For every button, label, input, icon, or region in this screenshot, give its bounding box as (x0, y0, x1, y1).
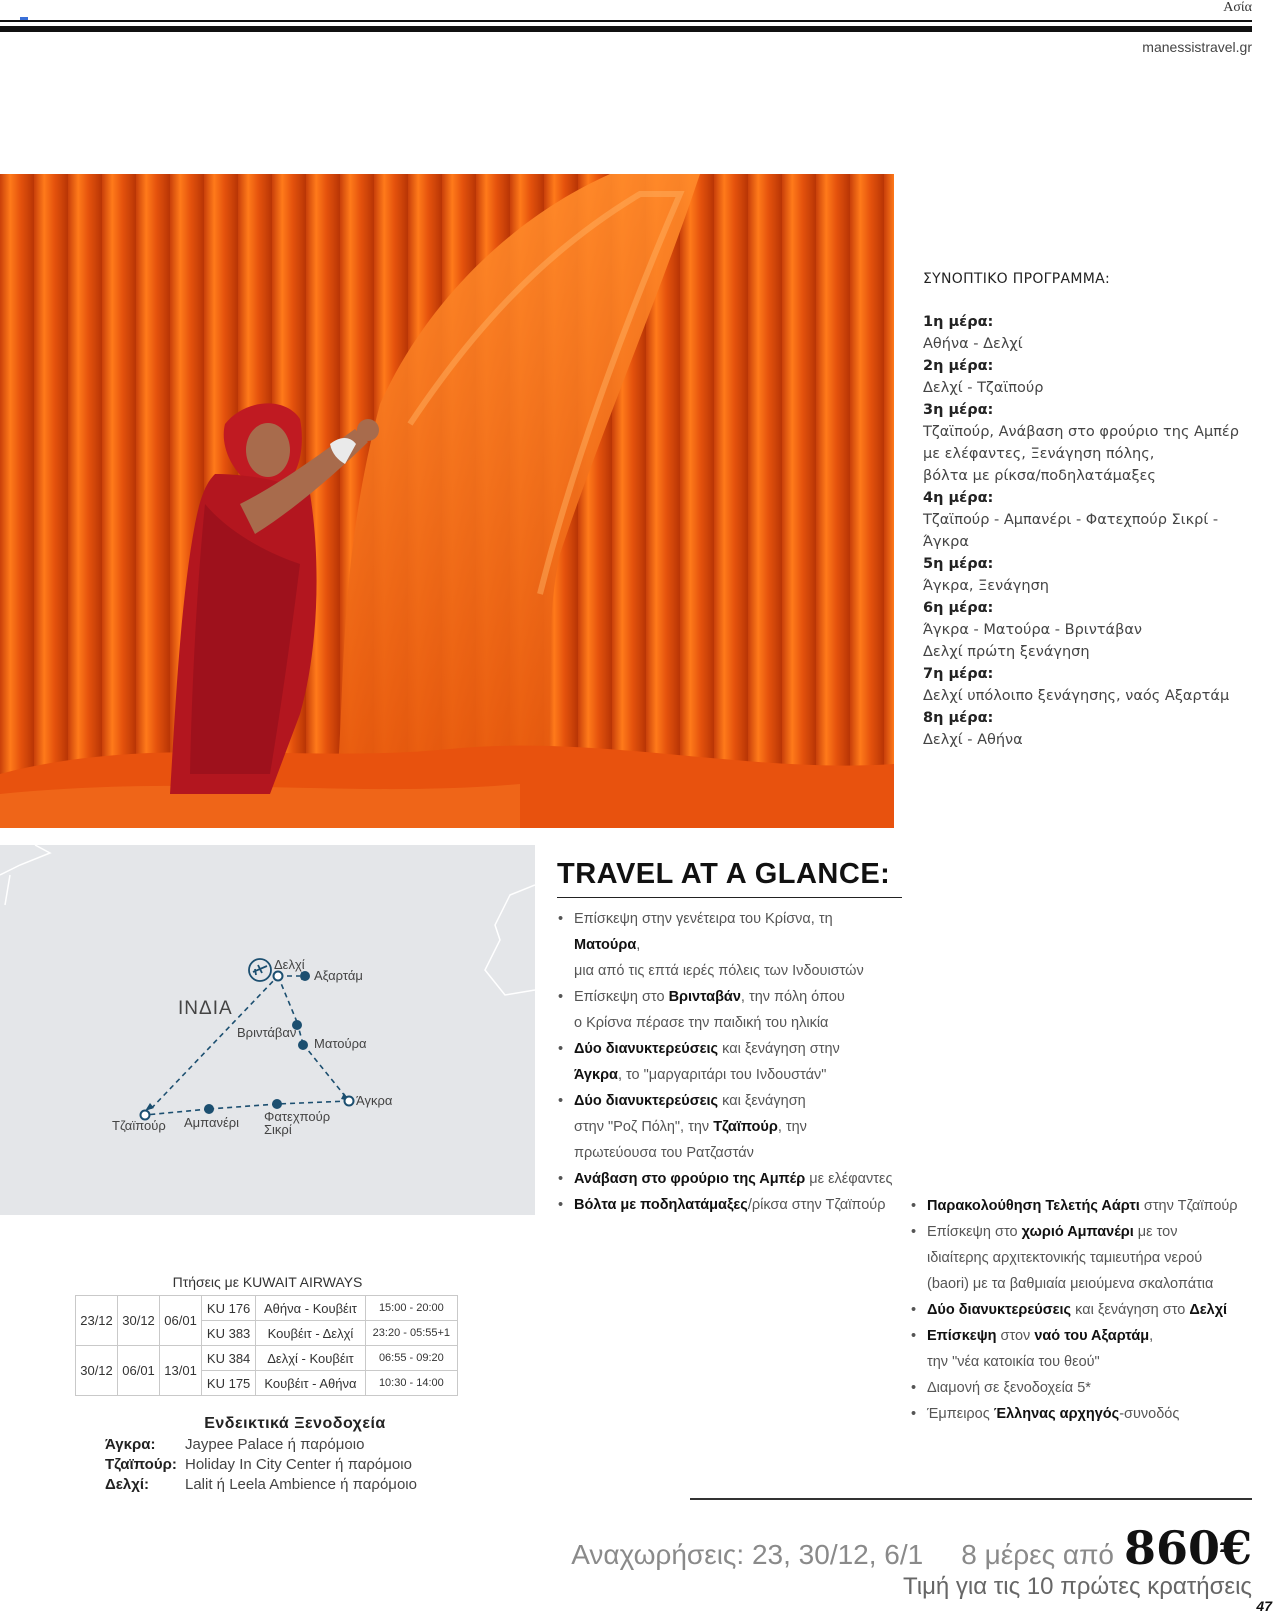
departures-text: Αναχωρήσεις: 23, 30/12, 6/1 (571, 1539, 924, 1570)
item-bold: Δύο διανυκτερεύσεις (574, 1093, 719, 1109)
day-label: 8η μέρα: (923, 710, 994, 726)
map-country-label: ΙΝΔΙΑ (178, 998, 233, 1019)
item-text: Επίσκεψη στην γενέτειρα του Κρίσνα, τη (574, 911, 833, 927)
flight-code: KU 384 (202, 1346, 256, 1371)
item-bold: Ανάβαση στο φρούριο της Αμπέρ (574, 1171, 806, 1187)
item-bold: Επίσκεψη (927, 1328, 997, 1344)
item-text: Διαμονή σε ξενοδοχεία 5* (927, 1380, 1091, 1396)
map-label-fatehpur: Φατεχπούρ (264, 1109, 331, 1124)
item-text: την "νέα κατοικία του θεού" (927, 1354, 1100, 1370)
list-item (910, 1193, 1270, 1219)
item-bold: Βρινταβάν (668, 989, 741, 1005)
list-item (557, 984, 902, 1036)
map-label-agra: Άγκρα (356, 1093, 393, 1108)
item-text: και ξενάγηση στο (1071, 1302, 1190, 1318)
item-bold: Άγκρα (574, 1067, 618, 1083)
item-text: με τον (1133, 1224, 1178, 1240)
flight-route: Κουβέιτ - Αθήνα (256, 1371, 366, 1396)
item-text: Έμπειρος (927, 1406, 994, 1422)
map-label-jaipur: Τζαϊπούρ (112, 1118, 166, 1133)
list-item (557, 1036, 902, 1088)
day-5 (923, 553, 1263, 597)
item-bold: Παρακολούθηση Τελετής Αάρτι (927, 1198, 1140, 1214)
list-item (910, 1323, 1270, 1375)
hotel-row (105, 1455, 485, 1475)
item-text: ο Κρίσνα πέρασε την παιδική του ηλικία (574, 1015, 829, 1031)
day-6 (923, 597, 1263, 663)
section-label: Ασία (1223, 0, 1252, 15)
day-7 (923, 663, 1263, 707)
map-marker-akshardham (300, 971, 310, 981)
day-text: Δελχί - Τζαϊπούρ (923, 380, 1044, 396)
map-border-line (5, 875, 10, 905)
list-item (910, 1297, 1270, 1323)
list-item (557, 1166, 902, 1192)
list-item (910, 1401, 1270, 1427)
summary-program (923, 271, 1263, 751)
item-text: , (1149, 1328, 1154, 1344)
map-border-line (0, 845, 50, 875)
item-bold: Δελχί (1189, 1302, 1228, 1318)
map-label-vrindavan: Βριντάβαν (237, 1025, 297, 1040)
item-text: και ξενάγηση στην (718, 1041, 840, 1057)
list-item (910, 1375, 1270, 1401)
item-bold: ναό του Αξαρτάμ (1034, 1328, 1150, 1344)
flight-time: 06:55 - 09:20 (365, 1346, 457, 1371)
item-bold: Τζαϊπούρ (713, 1119, 778, 1135)
route-map (0, 845, 535, 1215)
item-text: Επίσκεψη στο (574, 989, 669, 1005)
departure-date: 06/01 (160, 1296, 202, 1346)
day-label: 3η μέρα: (923, 402, 994, 418)
map-label-delhi: Δελχί (274, 957, 305, 972)
item-bold: Δύο διανυκτερεύσεις (927, 1302, 1072, 1318)
flights-table (75, 1295, 458, 1396)
hotel-name: Holiday In City Center ή παρόμοιο (185, 1456, 412, 1473)
flight-route: Δελχί - Κουβέιτ (256, 1346, 366, 1371)
page-number: 47 (1256, 1598, 1272, 1614)
flight-code: KU 176 (202, 1296, 256, 1321)
day-label: 1η μέρα: (923, 314, 994, 330)
item-text: /ρίκσα στην Τζαϊπούρ (747, 1197, 886, 1213)
map-border-line (485, 885, 535, 995)
map-label-abhaneri: Αμπανέρι (184, 1115, 240, 1130)
list-item (910, 1219, 1270, 1297)
item-text: στην "Ροζ Πόλη", την (574, 1119, 714, 1135)
item-text: στον (996, 1328, 1035, 1344)
map-marker-fatehpur (272, 1099, 282, 1109)
day-1 (923, 311, 1263, 355)
item-text: , (636, 937, 641, 953)
hotel-row (105, 1435, 485, 1455)
flight-time: 15:00 - 20:00 (365, 1296, 457, 1321)
day-text: Άγκρα, Ξενάγηση (923, 578, 1049, 594)
price: 860€ (1123, 1521, 1252, 1575)
hotels-section (105, 1415, 485, 1495)
day-4 (923, 487, 1263, 553)
item-text: μια από τις επτά ιερές πόλεις των Ινδουιστών (574, 963, 864, 979)
hotel-city: Άγκρα: (105, 1436, 156, 1453)
map-label-mathura: Ματούρα (314, 1036, 367, 1051)
hotels-title: Ενδεικτικά Ξενοδοχεία (204, 1415, 386, 1432)
hotel-name: Jaypee Palace ή παρόμοιο (185, 1436, 365, 1453)
table-row (76, 1346, 458, 1371)
day-label: 2η μέρα: (923, 358, 994, 374)
hotel-city: Τζαϊπούρ: (105, 1456, 177, 1473)
flight-time: 23:20 - 05:55+1 (365, 1321, 457, 1346)
hotel-row (105, 1475, 485, 1495)
item-bold: Έλληνας αρχηγός (993, 1406, 1120, 1422)
item-text: -συνοδός (1119, 1406, 1180, 1422)
price-note: Τιμή για τις 10 πρώτες κρατήσεις (902, 1573, 1252, 1600)
item-bold: Βόλτα με ποδηλατάμαξες (574, 1197, 748, 1213)
item-bold: Δύο διανυκτερεύσεις (574, 1041, 719, 1057)
item-text: και ξενάγηση (718, 1093, 806, 1109)
travel-at-a-glance (557, 858, 902, 1218)
day-text: Δελχί - Αθήνα (923, 732, 1023, 748)
map-marker-delhi (274, 972, 283, 981)
hero-photo-sari-dyeing (0, 174, 894, 828)
item-text: πρωτεύουσα του Ρατζαστάν (574, 1145, 754, 1161)
flight-time: 10:30 - 14:00 (365, 1371, 457, 1396)
day-label: 6η μέρα: (923, 600, 994, 616)
map-marker-agra (345, 1097, 354, 1106)
day-text: Δελχί υπόλοιπο ξενάγησης, ναός Αξαρτάμ (923, 688, 1230, 704)
item-text: , την πόλη όπου (740, 989, 845, 1005)
list-item (557, 1088, 902, 1166)
departure-date: 30/12 (76, 1346, 118, 1396)
departure-date: 06/01 (118, 1346, 160, 1396)
item-bold: χωριό Αμπανέρι (1021, 1224, 1134, 1240)
map-label-akshardham: Αξαρτάμ (314, 968, 363, 983)
day-label: 7η μέρα: (923, 666, 994, 682)
day-8 (923, 707, 1263, 751)
day-text: Αθήνα - Δελχί (923, 336, 1023, 352)
day-text: με ελέφαντες, Ξενάγηση πόλης, (923, 446, 1155, 462)
hero-photo-illustration (0, 174, 894, 828)
price-line (571, 1521, 1252, 1575)
map-label-sikri: Σικρί (264, 1122, 292, 1137)
item-text: Επίσκεψη στο (927, 1224, 1022, 1240)
glance-title: TRAVEL AT A GLANCE: (557, 858, 902, 898)
day-text: βόλτα με ρίκσα/ποδηλατάμαξες (923, 468, 1156, 484)
day-label: 5η μέρα: (923, 556, 994, 572)
hotel-name: Lalit ή Leela Ambience ή παρόμοιο (185, 1476, 417, 1493)
flights-title: Πτήσεις με KUWAIT AIRWAYS (172, 1274, 363, 1290)
day-2 (923, 355, 1263, 399)
site-url: manessistravel.gr (1142, 39, 1252, 55)
flight-code: KU 383 (202, 1321, 256, 1346)
flight-route: Αθήνα - Κουβέιτ (256, 1296, 366, 1321)
flight-code: KU 175 (202, 1371, 256, 1396)
item-text: , την (777, 1119, 807, 1135)
glance-list-continued (910, 1193, 1270, 1427)
flights-section (75, 1274, 460, 1396)
departure-date: 23/12 (76, 1296, 118, 1346)
table-row (76, 1296, 458, 1321)
item-text: (baori) με τα βαθμιαία μειούμενα σκαλοπάτια (927, 1276, 1214, 1292)
header-rule-thin (0, 20, 1252, 22)
header-rule-thick (0, 26, 1252, 32)
day-text: Τζαϊπούρ, Ανάβαση στο φρούριο της Αμπέρ (923, 424, 1239, 440)
summary-title: ΣΥΝΟΠΤΙΚΟ ΠΡΟΓΡΑΜΜΑ: (923, 271, 1111, 287)
flight-route: Κουβέιτ - Δελχί (256, 1321, 366, 1346)
day-3 (923, 399, 1263, 487)
list-item (557, 906, 902, 984)
duration-text: 8 μέρες από (961, 1539, 1114, 1570)
day-text: Άγκρα - Ματούρα - Βριντάβαν (923, 622, 1143, 638)
list-item (557, 1192, 902, 1218)
departure-date: 30/12 (118, 1296, 160, 1346)
day-text: Δελχί πρώτη ξενάγηση (923, 644, 1090, 660)
hotel-city: Δελχί: (105, 1476, 150, 1493)
glance-list (557, 906, 902, 1218)
item-text: στην Τζαϊπούρ (1139, 1198, 1238, 1214)
item-text: , το "μαργαριτάρι του Ινδουστάν" (617, 1067, 827, 1083)
price-divider (690, 1498, 1252, 1500)
day-text: Τζαϊπούρ - Αμπανέρι - Φατεχπούρ Σικρί - Άγκρα (923, 512, 1219, 550)
map-marker-abhaneri (204, 1104, 214, 1114)
departure-date: 13/01 (160, 1346, 202, 1396)
item-text: ιδιαίτερης αρχιτεκτονικής ταμιευτήρα νερού (927, 1250, 1203, 1266)
map-marker-mathura (298, 1040, 308, 1050)
day-label: 4η μέρα: (923, 490, 994, 506)
item-text: με ελέφαντες (805, 1171, 893, 1187)
item-bold: Ματούρα (574, 937, 637, 953)
